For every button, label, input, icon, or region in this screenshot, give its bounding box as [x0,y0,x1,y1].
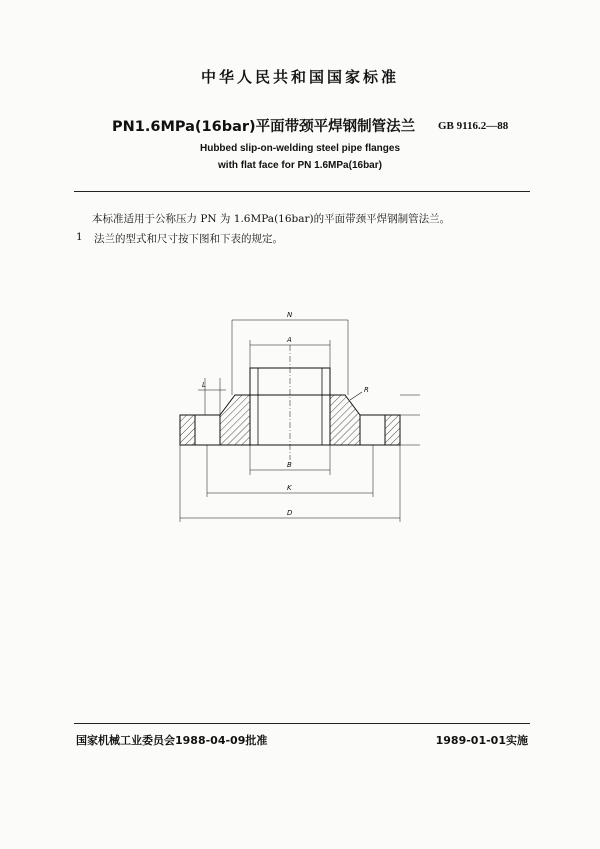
label-b: B [287,461,292,469]
standard-code: GB 9116.2—88 [438,120,509,132]
flange-drawing [160,300,420,540]
flange-section-left [180,415,195,445]
flange-section-right [385,415,400,445]
section-1-text: 法兰的型式和尺寸按下图和下表的规定。 [94,233,283,245]
bottom-divider [74,723,530,724]
label-l: L [202,381,206,389]
label-n: N [287,311,293,319]
label-r: R [364,386,369,394]
dim-r-leader [350,392,362,400]
standard-title-en-line2: with flat face for PN 1.6MPa(16bar) [218,160,382,171]
national-standard-header: 中华人民共和国国家标准 [200,68,399,86]
scope-paragraph: 本标准适用于公称压力 PN 为 1.6MPa(16bar)的平面带颈平焊钢制管法兰。 [92,213,451,225]
label-a: A [287,336,292,344]
label-d: D [287,509,293,517]
approval-info: 国家机械工业委员会1988-04-09批准 [76,734,268,747]
section-number: 1 [76,231,83,243]
top-divider [74,191,530,192]
implementation-date: 1989-01-01实施 [435,734,528,747]
standard-title-en-line1: Hubbed slip-on-welding steel pipe flanges [199,143,400,154]
label-k: K [287,484,292,492]
flange-section-left-hub [220,395,250,445]
standard-title-cn: PN1.6MPa(16bar)平面带颈平焊钢制管法兰 [112,119,416,135]
flange-section-right-hub [330,395,360,445]
